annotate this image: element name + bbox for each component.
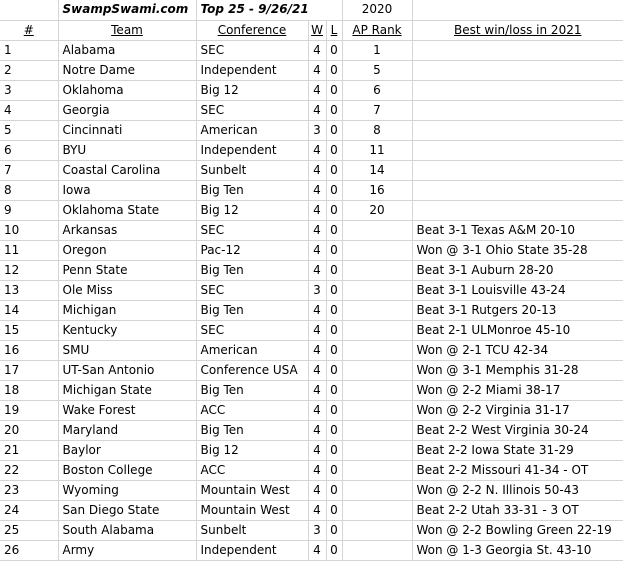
rank-cell[interactable]: 14 <box>0 300 58 320</box>
ap-rank-cell[interactable]: 20 <box>342 200 412 220</box>
ap-rank-cell[interactable] <box>342 260 412 280</box>
rank-cell[interactable]: 3 <box>0 80 58 100</box>
rank-cell[interactable]: 21 <box>0 440 58 460</box>
losses-cell[interactable]: 0 <box>326 440 342 460</box>
losses-cell[interactable]: 0 <box>326 400 342 420</box>
wins-cell[interactable]: 4 <box>308 460 326 480</box>
losses-header[interactable]: L <box>326 20 342 40</box>
best-result-cell[interactable]: Won @ 2-2 Virginia 31-17 <box>412 400 623 420</box>
team-cell[interactable]: Kentucky <box>58 320 196 340</box>
table-row <box>0 540 623 560</box>
rank-cell[interactable]: 10 <box>0 220 58 240</box>
title-row <box>0 0 623 20</box>
wins-cell[interactable]: 4 <box>308 540 326 560</box>
team-cell[interactable]: Ole Miss <box>58 280 196 300</box>
rank-cell[interactable]: 12 <box>0 260 58 280</box>
best-result-cell[interactable]: Beat 3-1 Texas A&M 20-10 <box>412 220 623 240</box>
best-result-cell[interactable]: Beat 2-2 Utah 33-31 - 3 OT <box>412 500 623 520</box>
rank-cell[interactable]: 19 <box>0 400 58 420</box>
conference-cell[interactable]: Sunbelt <box>196 520 308 540</box>
ap-rank-cell[interactable] <box>342 360 412 380</box>
losses-cell[interactable]: 0 <box>326 500 342 520</box>
ap-rank-cell[interactable] <box>342 400 412 420</box>
wins-cell[interactable]: 4 <box>308 480 326 500</box>
team-cell[interactable]: San Diego State <box>58 500 196 520</box>
team-header[interactable]: Team <box>58 20 196 40</box>
team-cell[interactable]: BYU <box>58 140 196 160</box>
conference-cell[interactable]: SEC <box>196 40 308 60</box>
best-result-cell[interactable] <box>412 200 623 220</box>
losses-cell[interactable]: 0 <box>326 100 342 120</box>
team-cell[interactable]: Maryland <box>58 420 196 440</box>
wins-cell[interactable]: 4 <box>308 400 326 420</box>
team-cell[interactable]: Arkansas <box>58 220 196 240</box>
table-row <box>0 280 623 300</box>
conference-cell[interactable]: ACC <box>196 400 308 420</box>
conference-cell[interactable]: Big 12 <box>196 80 308 100</box>
wins-cell[interactable]: 4 <box>308 80 326 100</box>
wins-cell[interactable]: 4 <box>308 500 326 520</box>
ap-rank-cell[interactable] <box>342 240 412 260</box>
team-cell[interactable]: Michigan <box>58 300 196 320</box>
team-cell[interactable]: Baylor <box>58 440 196 460</box>
losses-cell[interactable]: 0 <box>326 120 342 140</box>
table-row <box>0 320 623 340</box>
conference-cell[interactable]: Sunbelt <box>196 160 308 180</box>
conference-cell[interactable]: ACC <box>196 460 308 480</box>
team-cell[interactable]: Wyoming <box>58 480 196 500</box>
header-row <box>0 20 623 40</box>
best-result-cell[interactable] <box>412 80 623 100</box>
wins-cell[interactable]: 4 <box>308 300 326 320</box>
best-result-cell[interactable]: Won @ 1-3 Georgia St. 43-10 <box>412 540 623 560</box>
conference-cell[interactable]: Independent <box>196 60 308 80</box>
table-row <box>0 140 623 160</box>
table-row <box>0 480 623 500</box>
rank-cell[interactable]: 8 <box>0 180 58 200</box>
ap-rank-cell[interactable] <box>342 220 412 240</box>
best-result-cell[interactable] <box>412 140 623 160</box>
rank-cell[interactable]: 22 <box>0 460 58 480</box>
conference-cell[interactable]: Pac-12 <box>196 240 308 260</box>
table-row <box>0 240 623 260</box>
wins-cell[interactable]: 4 <box>308 100 326 120</box>
rank-cell[interactable]: 18 <box>0 380 58 400</box>
rank-cell[interactable]: 15 <box>0 320 58 340</box>
ap-rank-cell[interactable]: 5 <box>342 60 412 80</box>
team-cell[interactable]: Army <box>58 540 196 560</box>
team-cell[interactable]: Penn State <box>58 260 196 280</box>
ap-rank-cell[interactable] <box>342 500 412 520</box>
best-result-cell[interactable] <box>412 60 623 80</box>
wins-cell[interactable]: 4 <box>308 60 326 80</box>
ap-rank-cell[interactable]: 7 <box>342 100 412 120</box>
rank-cell[interactable]: 13 <box>0 280 58 300</box>
losses-cell[interactable]: 0 <box>326 240 342 260</box>
losses-cell[interactable]: 0 <box>326 520 342 540</box>
table-row <box>0 420 623 440</box>
team-cell[interactable]: Oklahoma <box>58 80 196 100</box>
ap-rank-cell[interactable]: 1 <box>342 40 412 60</box>
ap-year[interactable]: 2020 <box>342 0 412 20</box>
losses-cell[interactable]: 0 <box>326 380 342 400</box>
table-row <box>0 220 623 240</box>
table-row <box>0 460 623 480</box>
team-cell[interactable]: Coastal Carolina <box>58 160 196 180</box>
best-result-cell[interactable]: Won @ 2-2 N. Illinois 50-43 <box>412 480 623 500</box>
table-row <box>0 500 623 520</box>
best-result-cell[interactable]: Won @ 2-1 TCU 42-34 <box>412 340 623 360</box>
best-result-header[interactable]: Best win/loss in 2021 <box>412 20 623 40</box>
wins-cell[interactable]: 4 <box>308 220 326 240</box>
wins-cell[interactable]: 3 <box>308 520 326 540</box>
team-cell[interactable]: Georgia <box>58 100 196 120</box>
best-result-cell[interactable]: Won @ 2-2 Bowling Green 22-19 <box>412 520 623 540</box>
table-row <box>0 200 623 220</box>
losses-cell[interactable]: 0 <box>326 180 342 200</box>
wins-cell[interactable]: 3 <box>308 120 326 140</box>
rank-cell[interactable]: 11 <box>0 240 58 260</box>
rank-cell[interactable]: 9 <box>0 200 58 220</box>
rank-cell[interactable]: 16 <box>0 340 58 360</box>
team-cell[interactable]: Alabama <box>58 40 196 60</box>
table-row <box>0 440 623 460</box>
rank-cell[interactable]: 7 <box>0 160 58 180</box>
best-result-cell[interactable]: Beat 2-2 Iowa State 31-29 <box>412 440 623 460</box>
wins-cell[interactable]: 4 <box>308 320 326 340</box>
table-row <box>0 520 623 540</box>
losses-cell[interactable]: 0 <box>326 300 342 320</box>
ap-rank-cell[interactable] <box>342 340 412 360</box>
table-row <box>0 360 623 380</box>
rank-cell[interactable]: 4 <box>0 100 58 120</box>
best-result-cell[interactable]: Beat 3-1 Auburn 28-20 <box>412 260 623 280</box>
table-row <box>0 80 623 100</box>
team-cell[interactable]: Michigan State <box>58 380 196 400</box>
wins-cell[interactable]: 4 <box>308 360 326 380</box>
losses-cell[interactable]: 0 <box>326 540 342 560</box>
team-cell[interactable]: Oregon <box>58 240 196 260</box>
ap-rank-cell[interactable] <box>342 320 412 340</box>
conference-cell[interactable]: American <box>196 120 308 140</box>
best-result-cell[interactable]: Beat 2-2 Missouri 41-34 - OT <box>412 460 623 480</box>
losses-cell[interactable]: 0 <box>326 340 342 360</box>
wins-cell[interactable]: 4 <box>308 440 326 460</box>
rank-cell[interactable]: 23 <box>0 480 58 500</box>
wins-cell[interactable]: 4 <box>308 240 326 260</box>
table-row <box>0 100 623 120</box>
conference-cell[interactable]: SEC <box>196 320 308 340</box>
table-row <box>0 160 623 180</box>
wins-cell[interactable]: 4 <box>308 160 326 180</box>
losses-cell[interactable]: 0 <box>326 200 342 220</box>
losses-cell[interactable]: 0 <box>326 220 342 240</box>
wins-cell[interactable]: 3 <box>308 280 326 300</box>
wins-cell[interactable]: 4 <box>308 420 326 440</box>
ap-rank-cell[interactable] <box>342 380 412 400</box>
conference-cell[interactable]: SEC <box>196 280 308 300</box>
losses-cell[interactable]: 0 <box>326 360 342 380</box>
losses-cell[interactable]: 0 <box>326 460 342 480</box>
team-cell[interactable]: Iowa <box>58 180 196 200</box>
team-cell[interactable]: Cincinnati <box>58 120 196 140</box>
wins-cell[interactable]: 4 <box>308 140 326 160</box>
losses-cell[interactable]: 0 <box>326 140 342 160</box>
team-cell[interactable]: UT-San Antonio <box>58 360 196 380</box>
rank-cell[interactable]: 24 <box>0 500 58 520</box>
conference-cell[interactable]: Mountain West <box>196 480 308 500</box>
table-row <box>0 40 623 60</box>
team-cell[interactable]: Boston College <box>58 460 196 480</box>
rank-cell[interactable]: 26 <box>0 540 58 560</box>
rank-cell[interactable]: 25 <box>0 520 58 540</box>
best-result-cell[interactable] <box>412 120 623 140</box>
conference-cell[interactable]: Big Ten <box>196 300 308 320</box>
best-result-cell[interactable]: Won @ 2-2 Miami 38-17 <box>412 380 623 400</box>
conference-cell[interactable]: Big Ten <box>196 420 308 440</box>
best-result-cell[interactable] <box>412 180 623 200</box>
conference-header[interactable]: Conference <box>196 20 308 40</box>
wins-header[interactable]: W <box>308 20 326 40</box>
wins-cell[interactable]: 4 <box>308 40 326 60</box>
table-row <box>0 380 623 400</box>
ap-rank-cell[interactable] <box>342 460 412 480</box>
best-result-cell[interactable]: Beat 3-1 Rutgers 20-13 <box>412 300 623 320</box>
team-cell[interactable]: Oklahoma State <box>58 200 196 220</box>
best-result-cell[interactable]: Won @ 3-1 Ohio State 35-28 <box>412 240 623 260</box>
team-cell[interactable]: South Alabama <box>58 520 196 540</box>
ap-rank-cell[interactable]: 14 <box>342 160 412 180</box>
table-row <box>0 60 623 80</box>
conference-cell[interactable]: Big Ten <box>196 260 308 280</box>
conference-cell[interactable]: SEC <box>196 220 308 240</box>
best-result-cell[interactable]: Won @ 3-1 Memphis 31-28 <box>412 360 623 380</box>
rank-header[interactable]: # <box>0 20 58 40</box>
conference-cell[interactable]: Conference USA <box>196 360 308 380</box>
conference-cell[interactable]: Big 12 <box>196 200 308 220</box>
conference-cell[interactable]: SEC <box>196 100 308 120</box>
conference-cell[interactable]: American <box>196 340 308 360</box>
best-result-cell[interactable] <box>412 40 623 60</box>
wins-cell[interactable]: 4 <box>308 260 326 280</box>
conference-cell[interactable]: Big Ten <box>196 180 308 200</box>
wins-cell[interactable]: 4 <box>308 200 326 220</box>
best-result-cell[interactable]: Beat 2-1 ULMonroe 45-10 <box>412 320 623 340</box>
ap-rank-cell[interactable] <box>342 480 412 500</box>
table-row <box>0 300 623 320</box>
ap-rank-cell[interactable] <box>342 300 412 320</box>
team-cell[interactable]: Notre Dame <box>58 60 196 80</box>
ap-rank-cell[interactable] <box>342 420 412 440</box>
ap-rank-cell[interactable]: 8 <box>342 120 412 140</box>
wins-cell[interactable]: 4 <box>308 180 326 200</box>
losses-cell[interactable]: 0 <box>326 80 342 100</box>
best-result-cell[interactable] <box>412 160 623 180</box>
conference-cell[interactable]: Independent <box>196 540 308 560</box>
rank-cell[interactable]: 20 <box>0 420 58 440</box>
table-row <box>0 180 623 200</box>
ap-rank-cell[interactable]: 6 <box>342 80 412 100</box>
table-row <box>0 120 623 140</box>
ap-rank-cell[interactable] <box>342 280 412 300</box>
losses-cell[interactable]: 0 <box>326 480 342 500</box>
poll-title[interactable]: Top 25 - 9/26/21 <box>196 0 342 20</box>
ap-rank-cell[interactable] <box>342 440 412 460</box>
best-result-cell[interactable]: Beat 3-1 Louisville 43-24 <box>412 280 623 300</box>
rank-cell[interactable]: 17 <box>0 360 58 380</box>
wins-cell[interactable]: 4 <box>308 380 326 400</box>
losses-cell[interactable]: 0 <box>326 280 342 300</box>
ap-rank-cell[interactable] <box>342 540 412 560</box>
table-row <box>0 340 623 360</box>
rank-cell[interactable]: 1 <box>0 40 58 60</box>
conference-cell[interactable]: Independent <box>196 140 308 160</box>
losses-cell[interactable]: 0 <box>326 60 342 80</box>
conference-cell[interactable]: Mountain West <box>196 500 308 520</box>
ap-rank-cell[interactable]: 11 <box>342 140 412 160</box>
table-row <box>0 260 623 280</box>
losses-cell[interactable]: 0 <box>326 160 342 180</box>
rank-cell[interactable]: 5 <box>0 120 58 140</box>
ap-rank-cell[interactable]: 16 <box>342 180 412 200</box>
table-row <box>0 400 623 420</box>
losses-cell[interactable]: 0 <box>326 320 342 340</box>
best-result-cell[interactable] <box>412 100 623 120</box>
conference-cell[interactable]: Big Ten <box>196 380 308 400</box>
best-result-cell[interactable]: Beat 2-2 West Virginia 30-24 <box>412 420 623 440</box>
team-cell[interactable]: SMU <box>58 340 196 360</box>
ap-rank-cell[interactable] <box>342 520 412 540</box>
site-name[interactable]: SwampSwami.com <box>58 0 196 20</box>
team-cell[interactable]: Wake Forest <box>58 400 196 420</box>
wins-cell[interactable]: 4 <box>308 340 326 360</box>
rank-cell[interactable]: 2 <box>0 60 58 80</box>
losses-cell[interactable]: 0 <box>326 260 342 280</box>
ap-rank-header[interactable]: AP Rank <box>342 20 412 40</box>
losses-cell[interactable]: 0 <box>326 40 342 60</box>
rank-cell[interactable]: 6 <box>0 140 58 160</box>
losses-cell[interactable]: 0 <box>326 420 342 440</box>
conference-cell[interactable]: Big 12 <box>196 440 308 460</box>
